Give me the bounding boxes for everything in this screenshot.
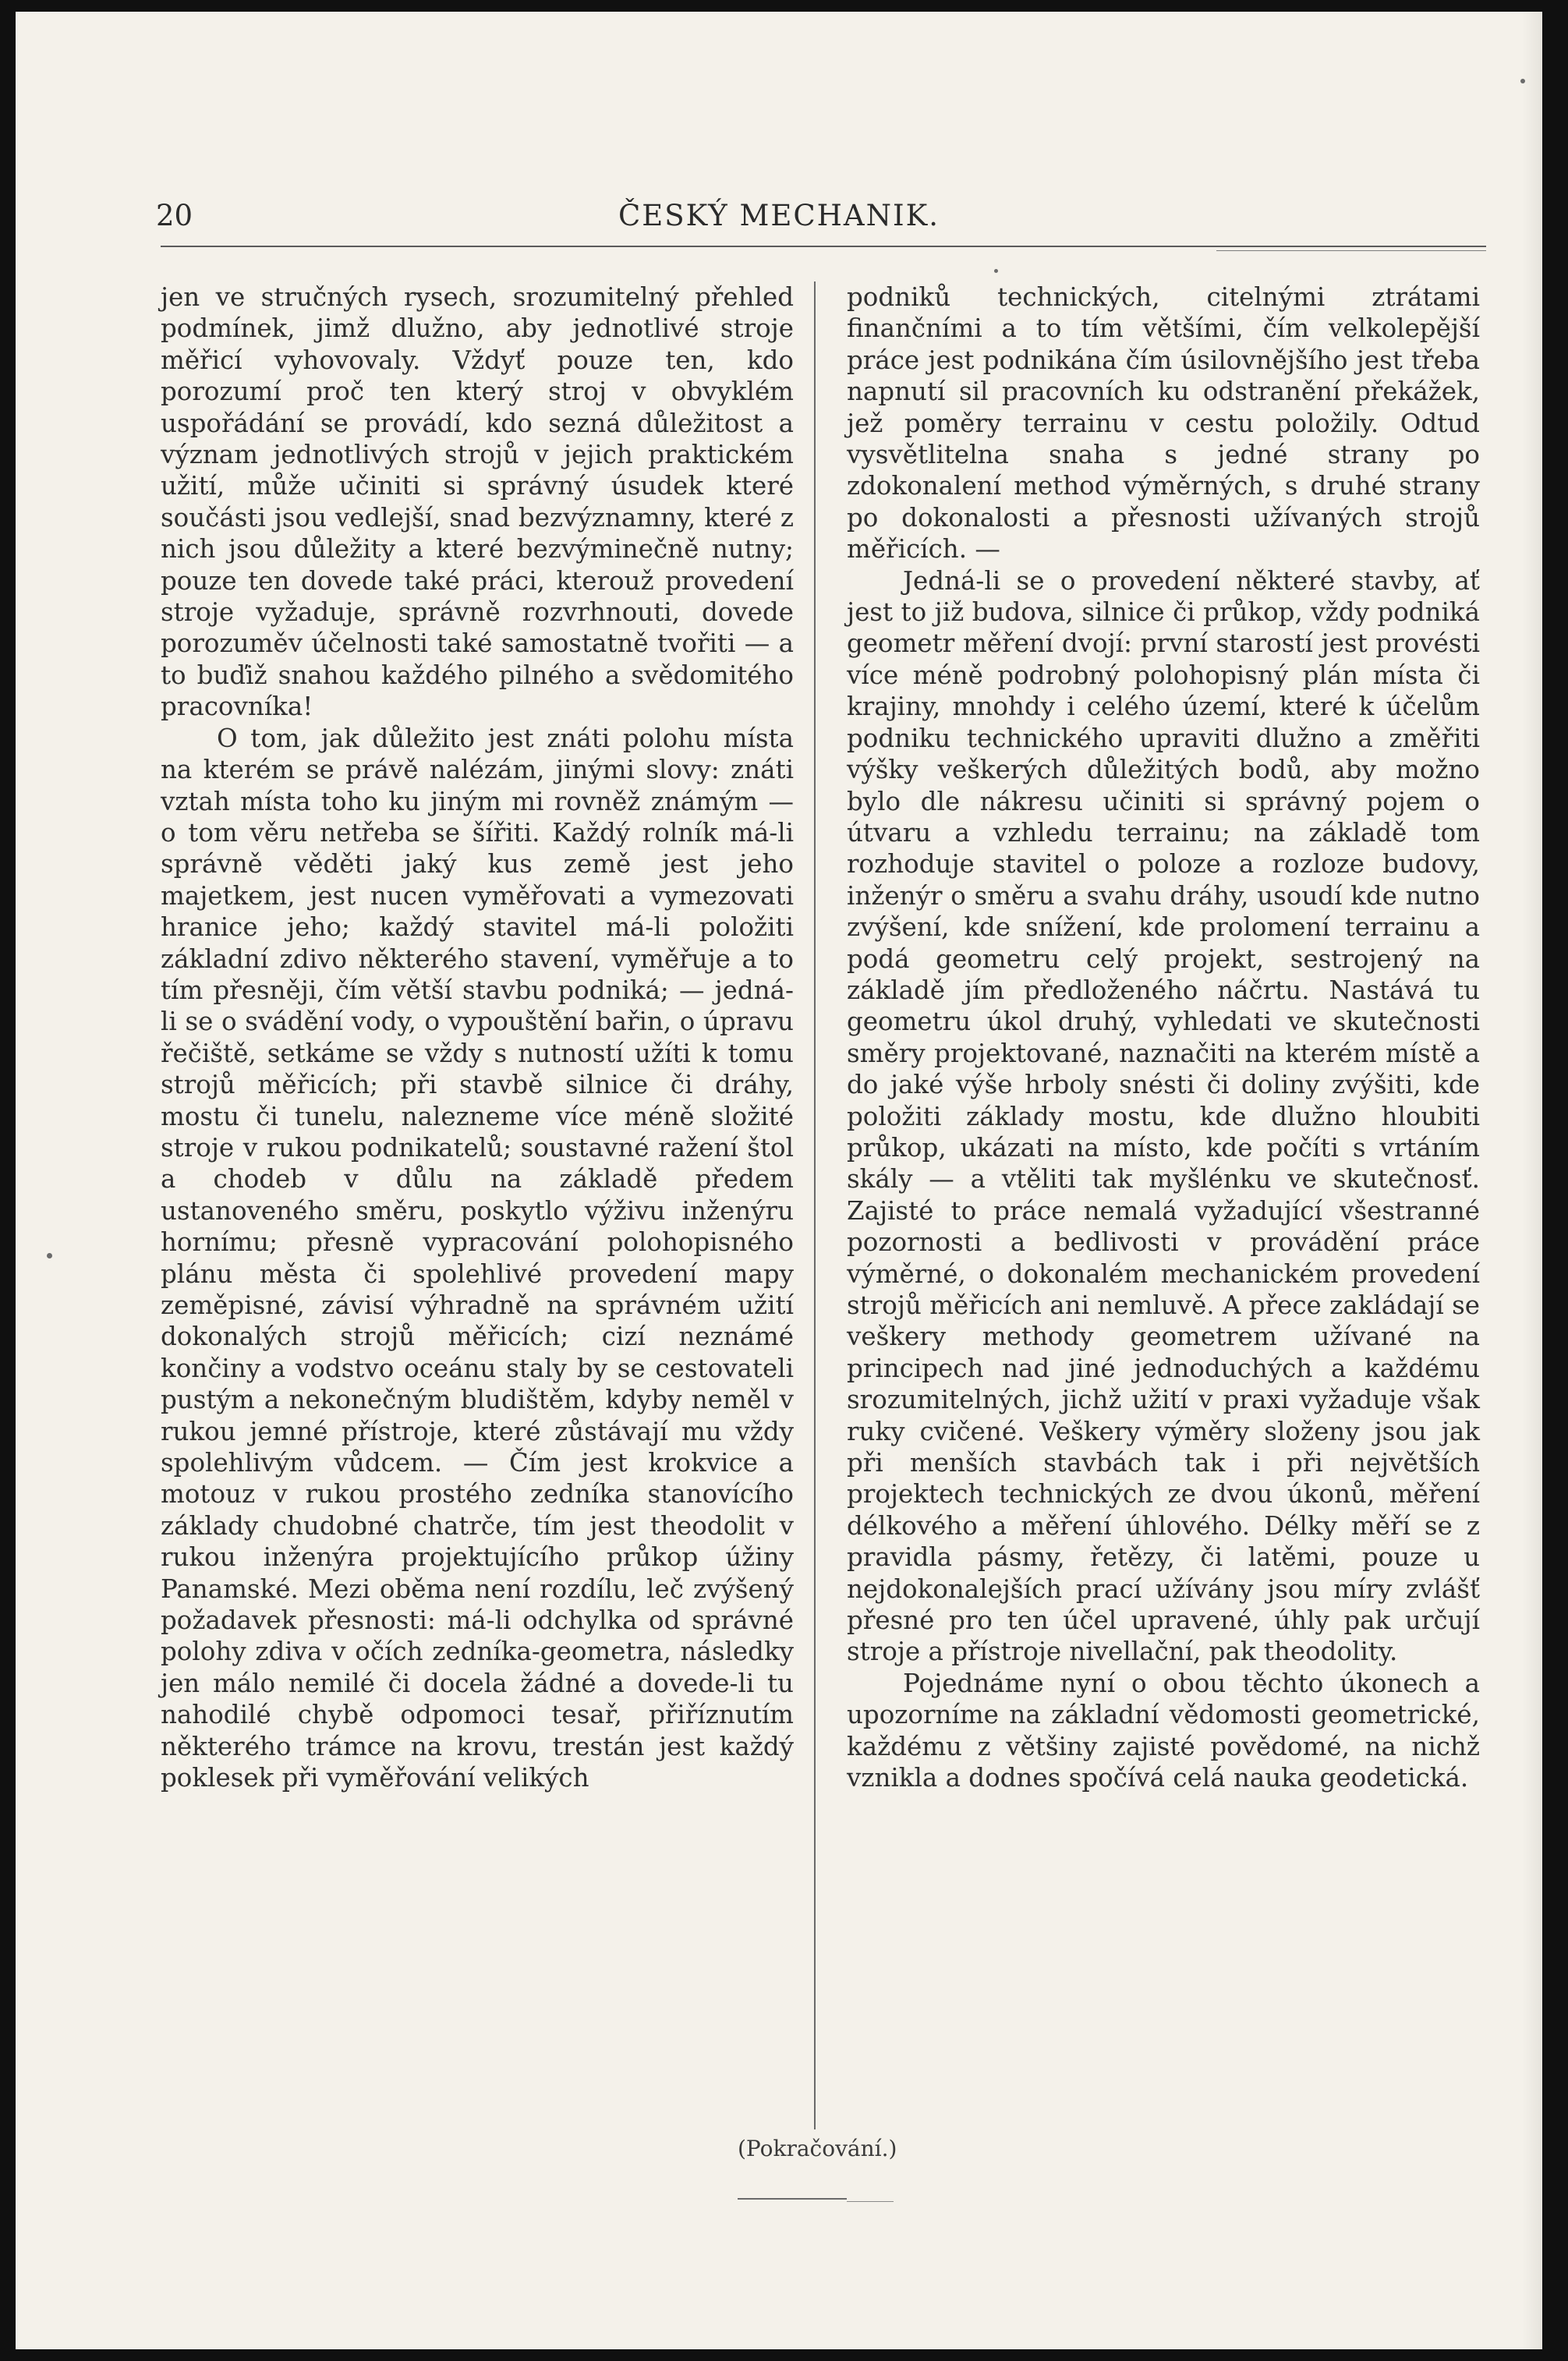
header-rule: [161, 246, 1486, 247]
page-header: [16, 193, 1542, 239]
journal-title: ČESKÝ MECHANIK.: [618, 199, 940, 232]
header-rule-double: [1216, 250, 1486, 251]
page-number: 20: [156, 199, 193, 232]
document-page: [16, 12, 1542, 2349]
paragraph: jen ve stručných rysech, srozumitelný přehled podmínek, jimž dlužno, aby jednotlivé stroje měřicí vyhovovaly. Vždyť pouze ten, kdo porozumí proč ten který stroj v obvyklém uspořádání se provádí, kdo sezná důležitost a význam jednotlivých strojů v jejich praktickém užití, může učiniti si správný úsudek které součásti jsou vedlejší, snad bezvýznamny, které z nich jsou důležity a které bezvýminečně nutny; pouze ten dovede také práci, kterouž provedení stroje vyžaduje, správně rozvrhnouti, dovede porozuměv účelnosti také samostatně tvořiti — a to buďiž snahou každého pilného a svědomitého pracovníka!: [161, 282, 794, 722]
left-column: [161, 281, 794, 1794]
paragraph: Jedná-li se o provedení některé stavby, ať jest to již budova, silnice či průkop, vždy podniká geometr měření dvojí: první starostí jest provésti více méně podrobný polohopisný plán místa či krajiny, mnohdy i celého území, které k účelům podniku technického upraviti dlužno a změřiti výšky veškerých důležitých bodů, aby možno bylo dle nákresu učiniti si správný pojem o útvaru a vzhledu terrainu; na základě tom rozhoduje stavitel o poloze a rozloze budovy, inženýr o směru a svahu dráhy, usoudí kde nutno zvýšení, kde snížení, kde prolomení terrainu a podá geometru celý projekt, sestrojený na základě jím předloženého náčrtu. Nastává tu geometru úkol druhý, vyhledati ve skutečnosti směry projektované, naznačiti na kterém místě a do jaké výše hrboly snésti či doliny zvýšiti, kde položiti základy mostu, kde dlužno hloubiti průkop, ukázati na místo, kde počíti s vrtáním skály — a vtěliti tak myšlénku ve skutečnosť. Zajisté to práce nemalá vyžadující všestranné pozornosti a bedlivosti v provádění práce výměrné, o dokonalém mechanickém provedení strojů měřicích ani nemluvě. A přece zakládají se veškery methody geometrem užívané na principech nad jiné jednoduchých a každému srozumitelných, jichž užití v praxi vyžaduje však ruky cvičené. Veškery výměry složeny jsou jak při menších stavbách tak i při největších projektech technických ze dvou úkonů, měření délkového a měření úhlového. Délky měří se z pravidla pásmy, řetězy, či latěmi, pouze u nejdokonalejších prací užívány jsou míry zvlášť přesné pro ten účel upravené, úhly pak určují stroje a přístroje nivellační, pak theodolity.: [847, 565, 1480, 1667]
right-column: [847, 281, 1480, 1794]
end-rule-ornament: [847, 2201, 894, 2202]
paragraph: podniků technických, citelnými ztrátami finančními a to tím většími, čím velkolepější práce jest podnikána čím úsilovnějšího jest třeba napnutí sil pracovních ku odstranění překážek, jež poměry terrainu v cestu položily. Odtud vysvětlitelna snaha s jedné strany po zdokonalení method výměrných, s druhé strany po dokonalosti a přesnosti užívaných strojů měřicích. —: [847, 282, 1480, 565]
paragraph: Pojednáme nyní o obou těchto úkonech a upozorníme na základní vědomosti geometrické, každému z většiny zajisté povědomé, na nichž vznikla a dodnes spočívá celá nauka geodetická.: [847, 1668, 1480, 1793]
end-rule: [738, 2198, 847, 2200]
column-divider: [814, 281, 816, 2129]
print-speck: [994, 269, 998, 273]
continuation-note: (Pokračování.): [738, 2136, 897, 2161]
print-speck: [47, 1253, 52, 1258]
paragraph: O tom, jak důležito jest znáti polohu místa na kterém se právě nalézám, jinými slovy: znáti vztah místa toho ku jiným mi rovněž známým — o tom věru netřeba se šířiti. Každý rolník má-li správně věděti jaký kus země jest jeho majetkem, jest nucen vyměřovati a vymezovati hranice jeho; každý stavitel má-li položiti základní zdivo některého stavení, vyměřuje a to tím přesněji, čím větší stavbu podniká; — jedná-li se o svádění vody, o vypouštění bařin, o úpravu řečiště, setkáme se vždy s nutností užíti k tomu strojů měřicích; při stavbě silnice či dráhy, mostu či tunelu, nalezneme více méně složité stroje v rukou podnikatelů; soustavné ražení štol a chodeb v důlu na základě předem ustanoveného směru, poskytlo výživu inženýru hornímu; přesně vypracování polohopisného plánu města či spolehlivé provedení mapy zeměpisné, závisí výhradně na správném užití dokonalých strojů měřicích; cizí neznámé končiny a vodstvo oceánu staly by se cestovateli pustým a nekonečným bludištěm, kdyby neměl v rukou jemné přístroje, které zůstávají mu vždy spolehlivým vůdcem. — Čím jest krokvice a motouz v rukou prostého zedníka stanovícího základy chudobné chatrče, tím jest theodolit v rukou inženýra projektujícího průkop úžiny Panamské. Mezi oběma není rozdílu, leč zvýšený požadavek přesnosti: má-li odchylka od správné polohy zdiva v očích zedníka-geometra, následky jen málo nemilé či docela žádné a dovede-li tu nahodilé chybě odpomoci tesař, přiříznutím některého trámce na krovu, trestán jest každý poklesek při vyměřování velikých: [161, 723, 794, 1793]
print-speck: [1520, 79, 1525, 83]
